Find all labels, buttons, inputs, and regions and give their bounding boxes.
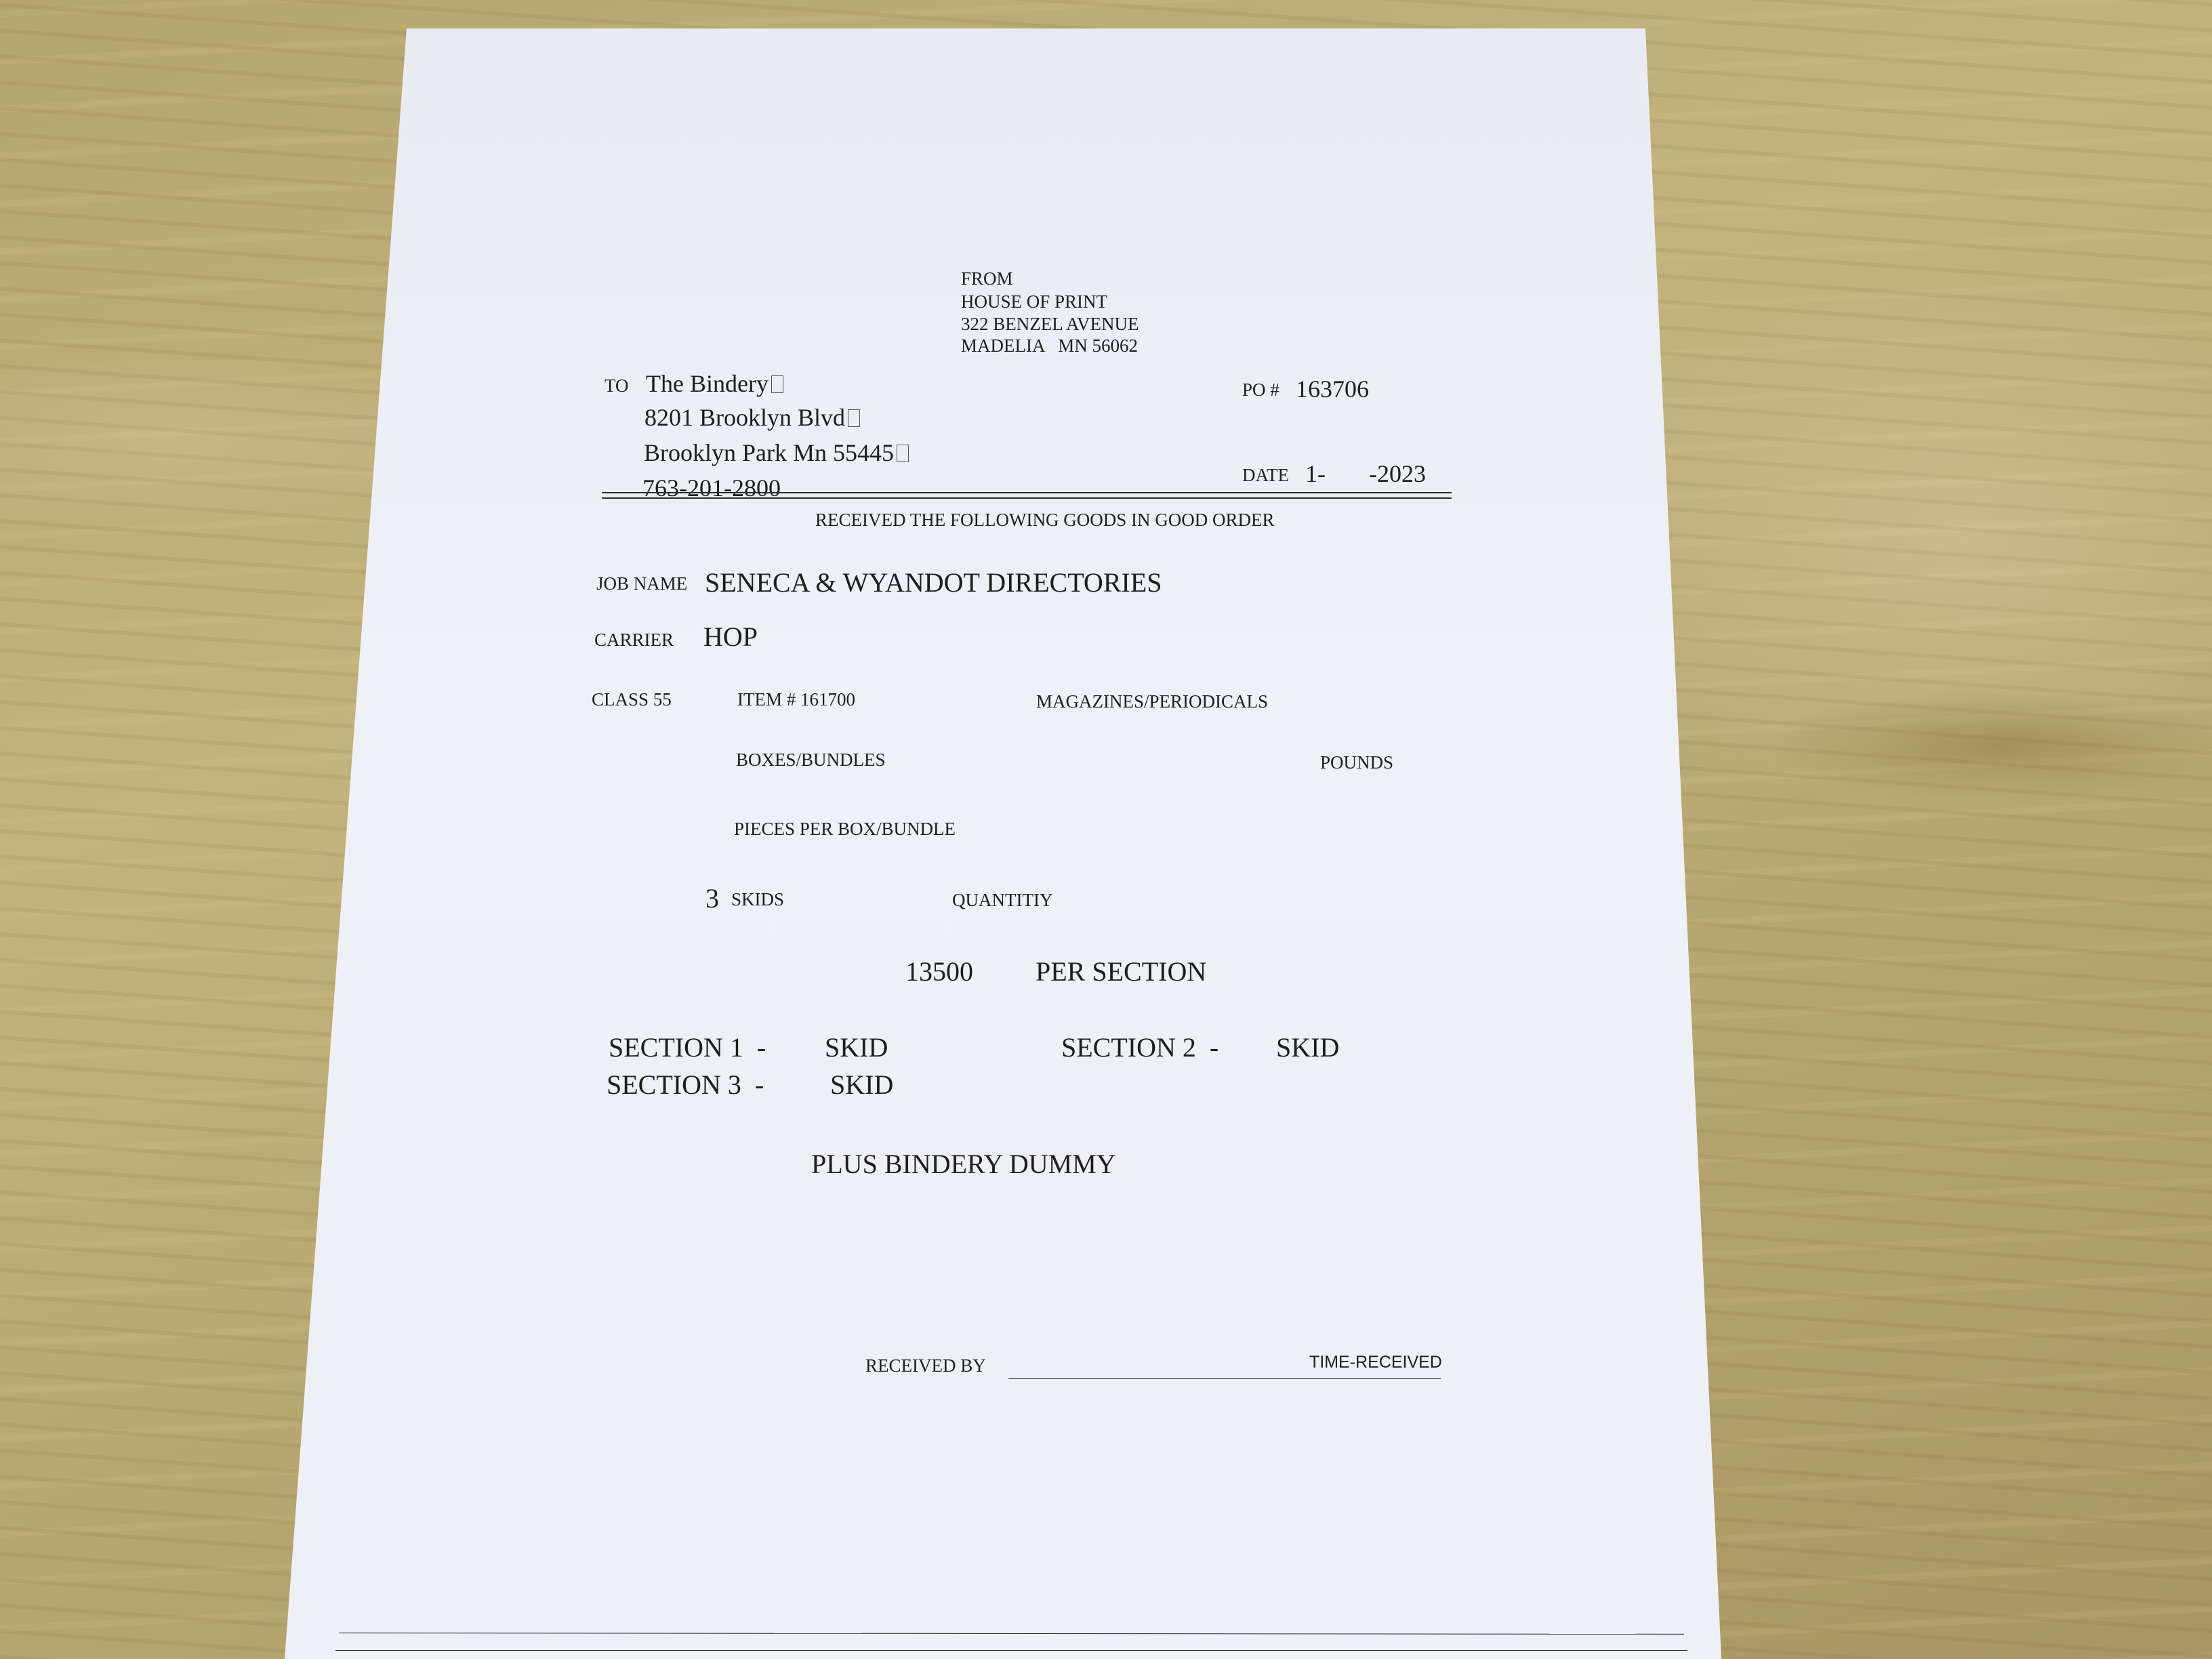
quantity-value: 13500 (905, 956, 973, 987)
placeholder-box-icon (897, 445, 909, 462)
quantity-unit: PER SECTION (1036, 956, 1207, 987)
category-label: MAGAZINES/PERIODICALS (1036, 691, 1269, 712)
job-name-label: JOB NAME (596, 573, 688, 594)
header-divider-bottom (602, 497, 1452, 499)
plus-bindery-dummy: PLUS BINDERY DUMMY (811, 1149, 1116, 1179)
job-name-value: SENECA & WYANDOT DIRECTORIES (705, 567, 1162, 598)
boxes-bundles-label: BOXES/BUNDLES (736, 750, 886, 770)
section-1-label: SECTION 1 - (609, 1032, 766, 1063)
carrier-value: HOP (703, 621, 758, 652)
received-statement: RECEIVED THE FOLLOWING GOODS IN GOOD ORDER (815, 510, 1275, 530)
from-city: MADELIA MN 56062 (961, 335, 1138, 356)
time-received-label: TIME-RECEIVED (1309, 1353, 1442, 1372)
to-phone: 763-201-2800 (642, 474, 781, 501)
to-name (646, 371, 783, 396)
from-street: 322 BENZEL AVENUE (961, 314, 1139, 334)
skids-label: SKIDS (731, 889, 785, 909)
carrier-label: CARRIER (594, 630, 674, 650)
to-city (644, 441, 909, 465)
section-2-unit: SKID (1276, 1032, 1340, 1063)
date-year: -2023 (1369, 460, 1426, 487)
skids-count: 3 (705, 883, 719, 914)
date-month: 1- (1305, 460, 1326, 487)
section-3-label: SECTION 3 - (607, 1069, 764, 1100)
item-number: ITEM # 161700 (737, 689, 855, 710)
bottom-rule-2 (335, 1650, 1687, 1651)
to-street-text: 8201 Brooklyn Blvd (644, 404, 846, 431)
pieces-per-box-label: PIECES PER BOX/BUNDLE (734, 819, 956, 839)
section-2-label: SECTION 2 - (1061, 1032, 1219, 1063)
received-by-label: RECEIVED BY (865, 1355, 986, 1376)
to-name-text: The Bindery (646, 370, 769, 397)
from-label: FROM (961, 268, 1013, 289)
header-divider-top (602, 492, 1452, 493)
section-3-unit: SKID (830, 1069, 894, 1100)
date-label: DATE (1242, 465, 1289, 485)
from-company: HOUSE OF PRINT (961, 291, 1108, 312)
received-by-signature-line[interactable] (1008, 1378, 1441, 1379)
to-city-text: Brooklyn Park Mn 55445 (644, 439, 894, 466)
pounds-label: POUNDS (1320, 752, 1394, 773)
class-label: CLASS 55 (592, 689, 672, 710)
section-1-unit: SKID (825, 1032, 888, 1063)
po-label: PO # (1242, 380, 1279, 400)
placeholder-box-icon (848, 409, 860, 427)
to-label: TO (605, 375, 629, 396)
to-street (644, 405, 860, 430)
quantity-label: QUANTITIY (952, 890, 1053, 910)
po-number: 163706 (1296, 375, 1369, 403)
placeholder-box-icon (771, 375, 783, 393)
